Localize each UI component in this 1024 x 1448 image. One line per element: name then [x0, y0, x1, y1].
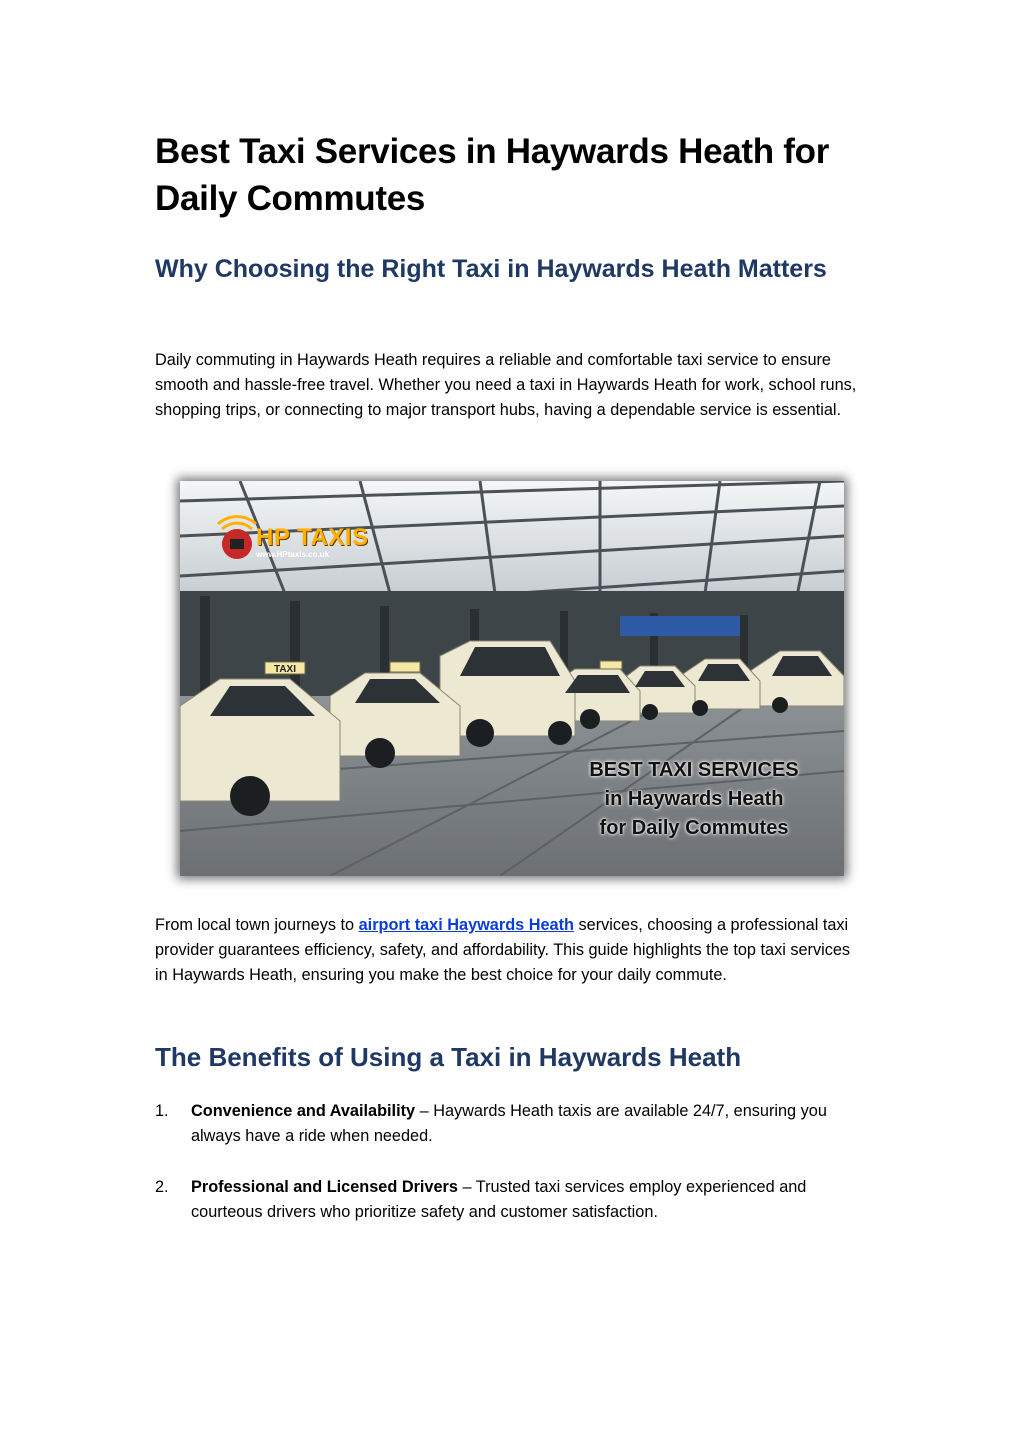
airport-taxi-link[interactable]: airport taxi Haywards Heath [358, 916, 574, 934]
page-title: Best Taxi Services in Haywards Heath for Daily Commutes [155, 132, 830, 218]
list-item-description: – Trusted taxi services employ experienced and courteous drivers who prioritize safety and customer satisfaction. [191, 1178, 807, 1221]
list-number: 1. [155, 1102, 169, 1120]
hp-taxis-logo-url: www.HPtaxis.co.uk [256, 550, 330, 559]
list-item-title: Convenience and Availability [191, 1102, 416, 1120]
list-text [191, 1175, 867, 1225]
list-text [191, 1099, 867, 1149]
paragraph-airport [155, 913, 867, 988]
overlay-line: for Daily Commutes [599, 817, 789, 839]
section-heading-why: Why Choosing the Right Taxi in Haywards Heath Matters [155, 255, 827, 283]
paragraph-text-after-link: services, choosing a professional taxi provider guarantees efficiency, safety, and affordability. This guide highlights the top taxi services in Haywards Heath, ensuring you make the best choice for your daily commute. [155, 916, 851, 984]
taxi-sign: TAXI [273, 664, 297, 675]
list-item-description: – Haywards Heath taxis are available 24/7, ensuring you always have a ride when needed. [191, 1102, 827, 1145]
list-number: 2. [155, 1178, 169, 1196]
hp-taxis-logo-text: HP TAXIS [256, 524, 369, 551]
intro-paragraph: Daily commuting in Haywards Heath requires a reliable and comfortable taxi service to ensure smooth and hassle-free travel. Whether you need a taxi in Haywards Heath for work, school runs, shopping trips, or connecting to major transport hubs, having a dependable service is essential. [155, 351, 857, 419]
section-heading-benefits: The Benefits of Using a Taxi in Haywards Heath [155, 1042, 742, 1072]
hero-overlay-caption [556, 756, 832, 843]
overlay-line: BEST TAXI SERVICES [589, 759, 799, 781]
overlay-line: in Haywards Heath [604, 788, 784, 810]
paragraph-text-before-link: From local town journeys to [155, 916, 359, 934]
list-item-title: Professional and Licensed Drivers [191, 1178, 458, 1196]
